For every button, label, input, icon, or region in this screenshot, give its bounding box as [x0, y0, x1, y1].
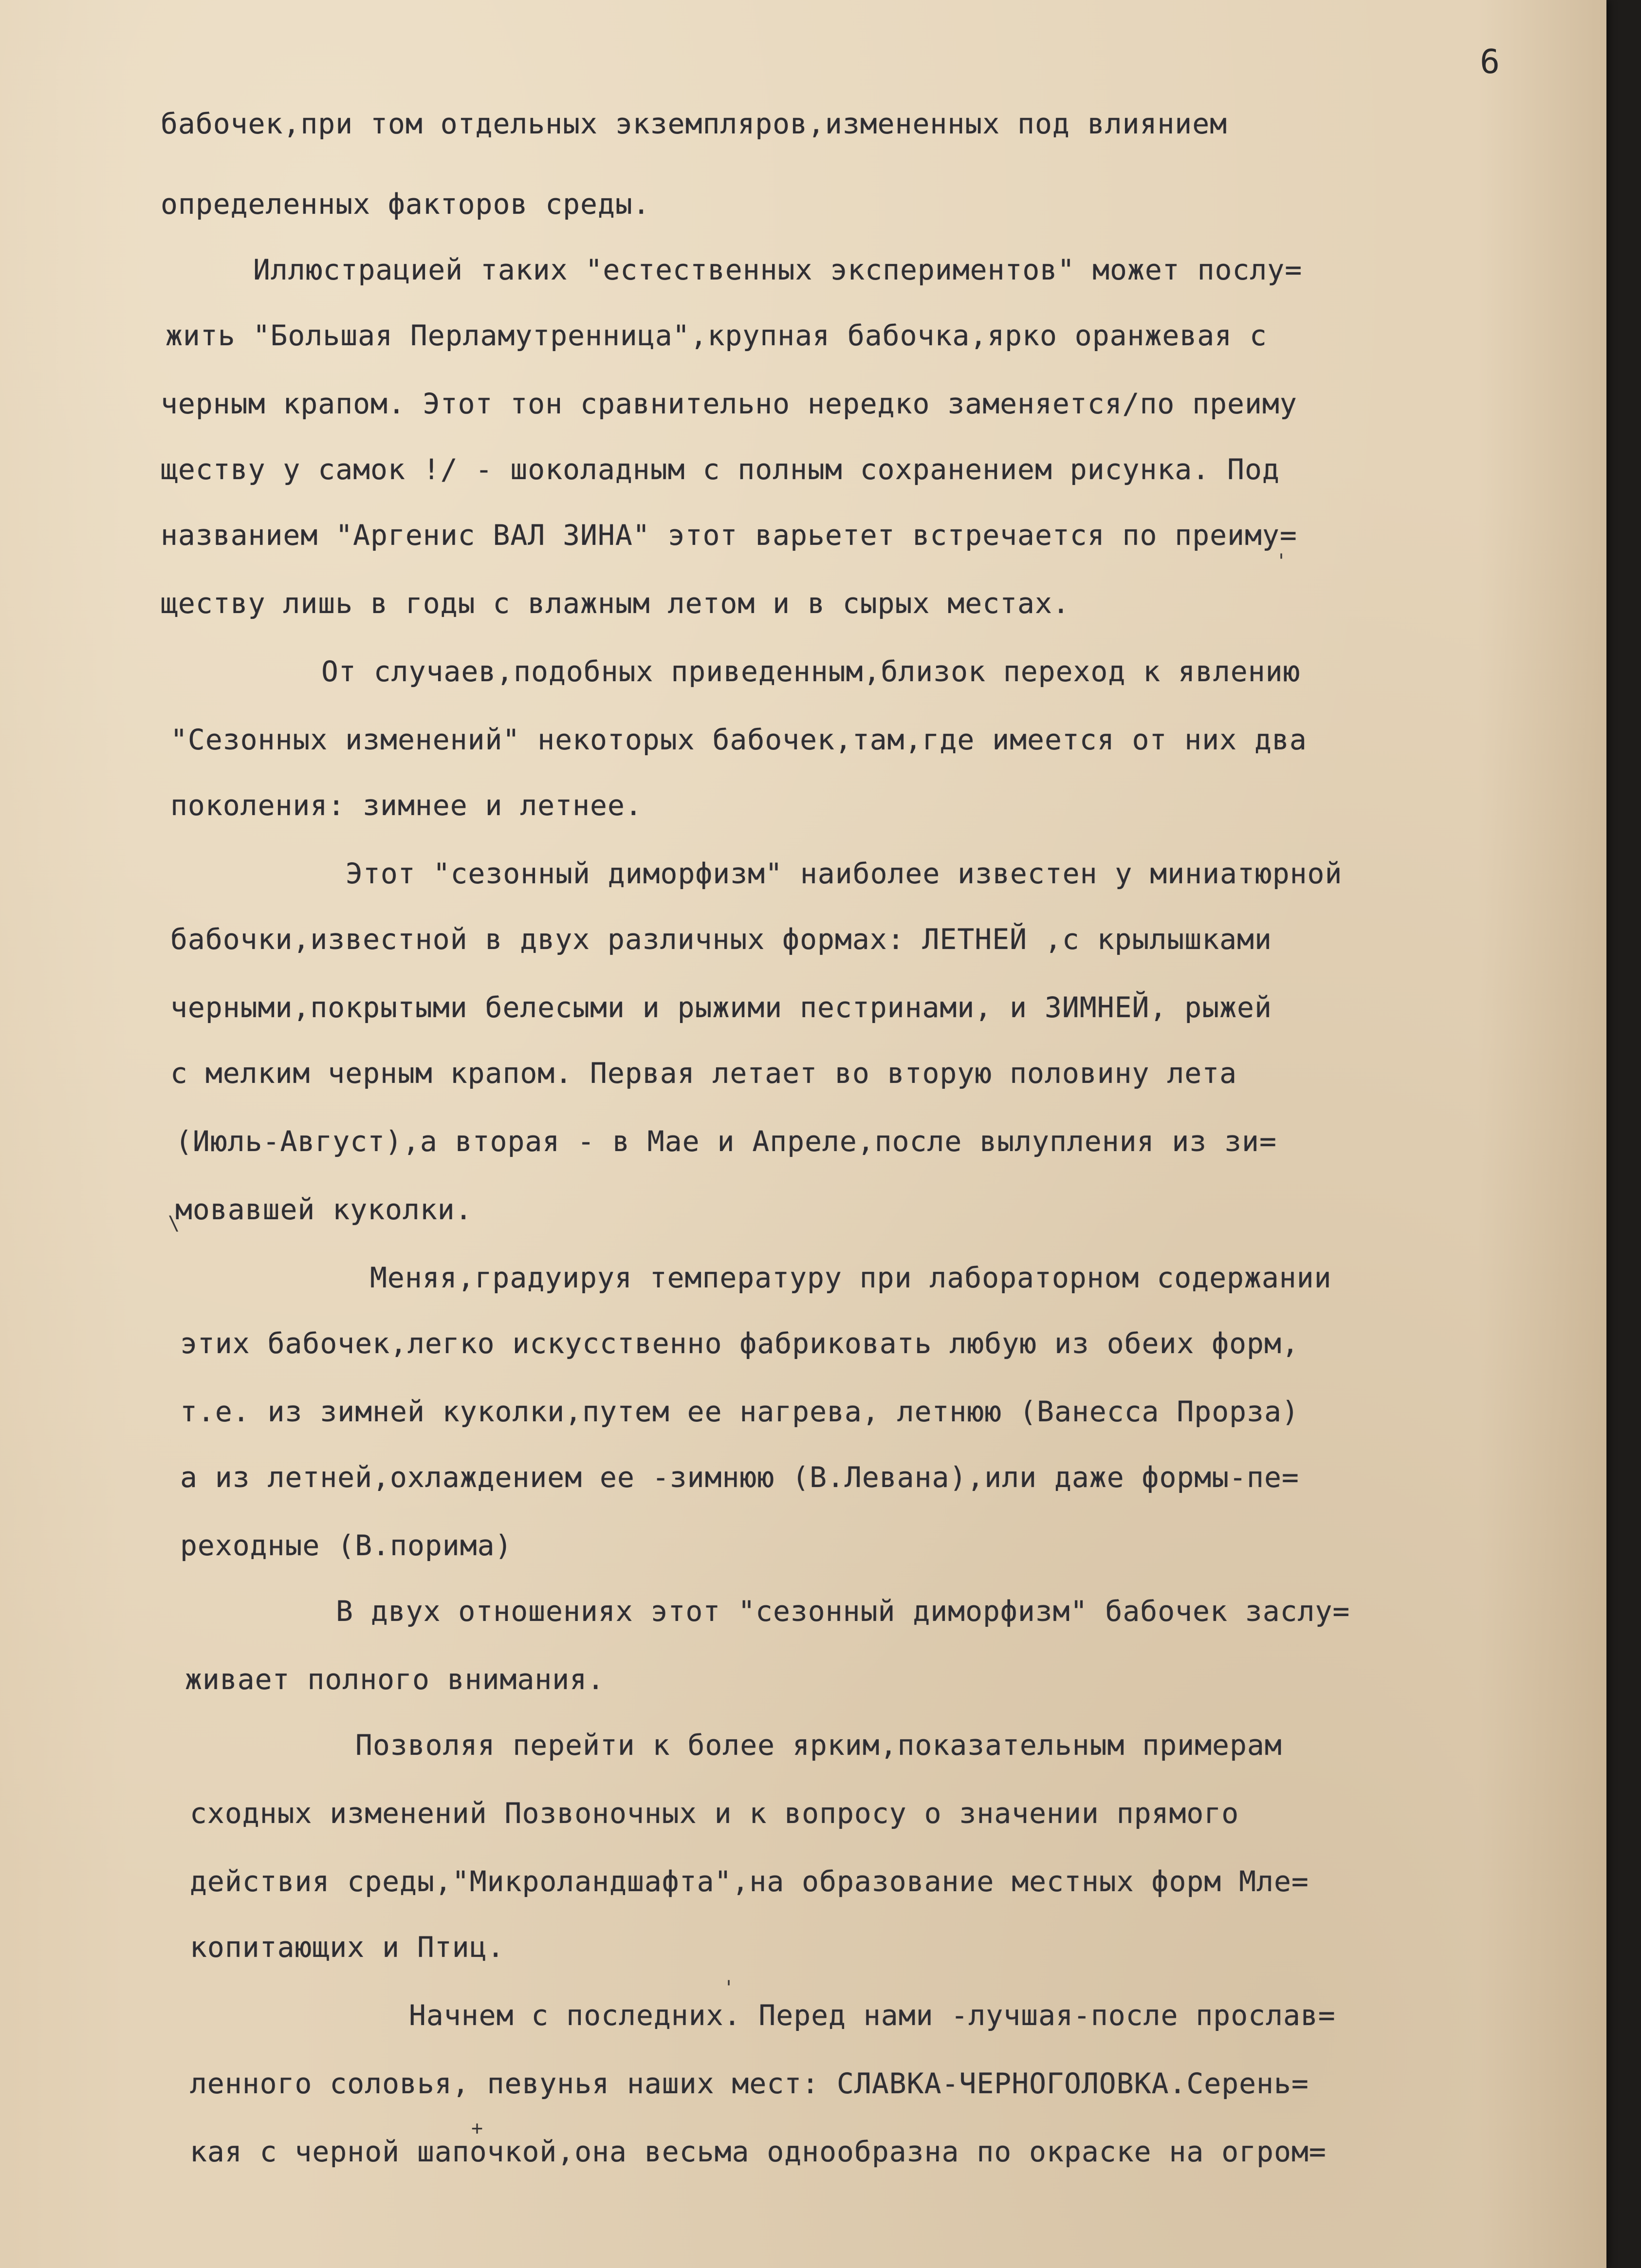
text-line: черными,покрытыми белесыми и рыжими пестринами, и ЗИМНЕЙ, рыжей: [170, 991, 1272, 1024]
text-line: Иллюстрацией таких "естественных экспериментов" может послу=: [253, 253, 1303, 286]
text-line: черным крапом. Этот тон сравнительно нередко заменяется/по преиму: [161, 387, 1297, 420]
text-line: названием "Аргенис ВАЛ ЗИНА" этот варьетет встречается по преиму=: [161, 519, 1297, 552]
text-line: ществу лишь в годы с влажным летом и в сырых местах.: [161, 587, 1070, 620]
text-line: ществу у самок !/ - шоколадным с полным сохранением рисунка. Под: [161, 453, 1280, 486]
stray-tick-mark: ': [1275, 550, 1288, 573]
text-line: бабочки,известной в двух различных формах: ЛЕТНЕЙ ,с крылышками: [170, 923, 1272, 956]
text-line: определенных факторов среды.: [161, 187, 650, 221]
text-line: кая с черной шапочкой,она весьма однообразна по окраске на огром=: [190, 2135, 1327, 2168]
margin-tick-mark: \: [168, 1212, 180, 1235]
text-line: ленного соловья, певунья наших мест: СЛАВКА-ЧЕРНОГОЛОВКА.Серень=: [190, 2067, 1309, 2100]
text-line: жить "Большая Перламутренница",крупная бабочка,ярко оранжевая с: [166, 319, 1267, 352]
text-line: В двух отношениях этот "сезонный диморфизм" бабочек заслу=: [336, 1595, 1350, 1628]
text-line: сходных изменений Позвоночных и к вопросу о значении прямого: [190, 1797, 1239, 1830]
text-line: мовавшей куколки.: [175, 1193, 473, 1226]
text-line: Меняя,градуируя температуру при лабораторном содержании: [370, 1261, 1332, 1294]
text-line: Позволяя перейти к более ярким,показательным примерам: [355, 1729, 1282, 1762]
text-line: От случаев,подобных приведенным,близок переход к явлению: [321, 655, 1301, 688]
text-line: копитающих и Птиц.: [190, 1931, 505, 1964]
text-line: этих бабочек,легко искусственно фабриковать любую из обеих форм,: [180, 1327, 1299, 1360]
stray-tick-mark: ': [723, 1977, 735, 1999]
text-line: а из летней,охлаждением ее -зимнюю (В.Левана),или даже формы-пе=: [180, 1461, 1299, 1494]
stray-plus-mark: +: [471, 2117, 483, 2139]
text-line: "Сезонных изменений" некоторых бабочек,там,где имеется от них два: [170, 723, 1307, 756]
text-line: Начнем с последних. Перед нами -лучшая-после прослав=: [409, 1999, 1336, 2032]
text-line: поколения: зимнее и летнее.: [170, 789, 643, 822]
text-line: т.е. из зимней куколки,путем ее нагрева, летнюю (Ванесса Прорза): [180, 1395, 1299, 1428]
text-line: живает полного внимания.: [185, 1663, 605, 1696]
text-line: действия среды,"Микроландшафта",на образование местных форм Мле=: [190, 1865, 1309, 1898]
text-line: с мелким черным крапом. Первая летает во вторую половину лета: [170, 1057, 1237, 1090]
text-line: (Июль-Август),а вторая - в Мае и Апреле,после вылупления из зи=: [175, 1125, 1277, 1158]
text-line: Этот "сезонный диморфизм" наиболее известен у миниатюрной: [346, 857, 1343, 890]
text-line: бабочек,при том отдельных экземпляров,измененных под влиянием: [161, 107, 1228, 140]
page-number: 6: [1480, 43, 1500, 81]
text-line: реходные (В.порима): [180, 1529, 513, 1562]
